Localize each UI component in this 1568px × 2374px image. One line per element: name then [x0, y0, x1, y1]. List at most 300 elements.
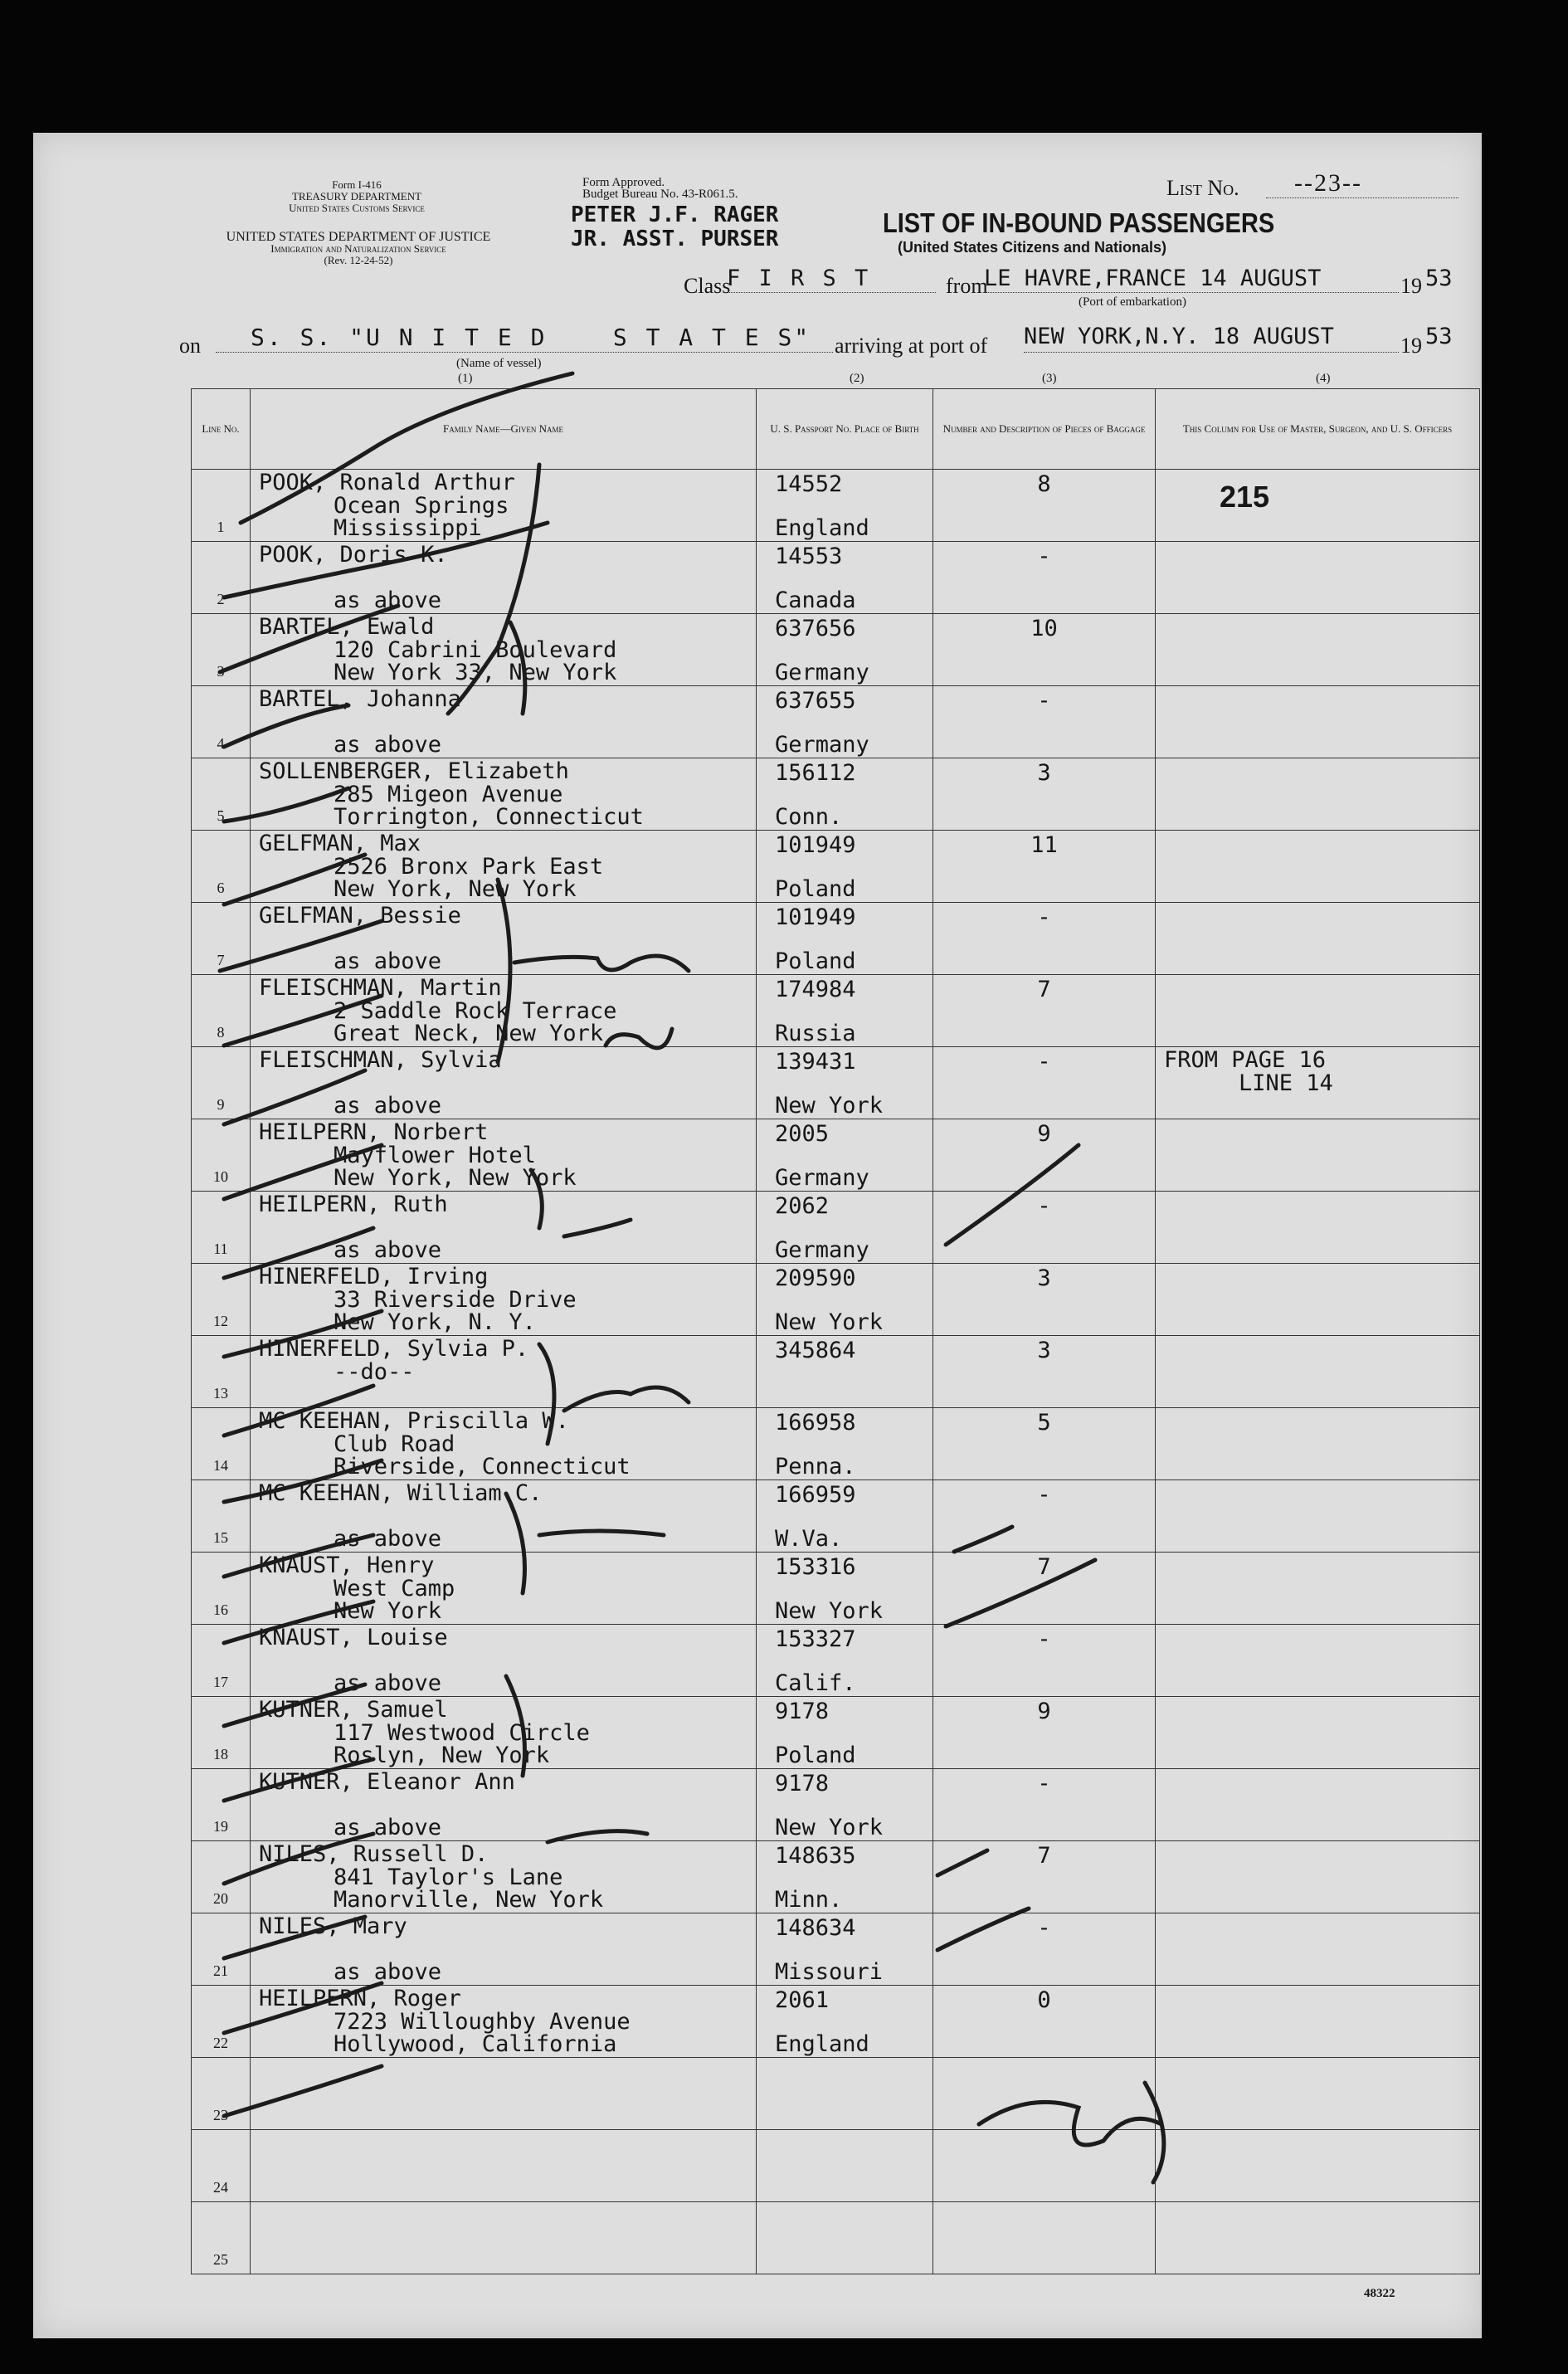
passport-number: 156112: [775, 760, 856, 786]
passport-cell: [757, 1336, 933, 1408]
col-num-1: (1): [458, 372, 473, 385]
name-cell: [251, 1625, 757, 1697]
line-number-cell: [192, 1336, 251, 1408]
baggage-cell: [933, 1769, 1156, 1841]
table-row: [192, 2202, 1480, 2274]
address-line-1: Mayflower Hotel: [334, 1143, 536, 1168]
line-number-cell: [192, 686, 251, 758]
passport-cell: [757, 1625, 933, 1697]
dept-justice-sub: Immigration and Naturalization Service: [270, 242, 446, 255]
embarkation-port: LE HAVRE,FRANCE 14 AUGUST: [984, 266, 1322, 291]
baggage-cell: [933, 1553, 1156, 1625]
line-number: 14: [213, 1457, 228, 1474]
arrival-port: NEW YORK,N.Y. 18 AUGUST: [1024, 324, 1334, 349]
passport-cell: [757, 686, 933, 758]
passport-cell: [757, 1986, 933, 2058]
port-caption: (Port of embarkation): [1079, 295, 1186, 309]
purser-title: JR. ASST. PURSER: [571, 227, 779, 251]
purser-name: PETER J.F. RAGER: [571, 202, 779, 227]
officer-cell: [1156, 1841, 1480, 1913]
baggage-cell: [933, 1986, 1156, 2058]
table-row: [192, 686, 1480, 758]
officer-cell: [1156, 1625, 1480, 1697]
table-row: [192, 1264, 1480, 1336]
name-cell: [251, 2202, 757, 2274]
baggage-count: -: [1037, 688, 1051, 714]
line-number: 19: [213, 1818, 228, 1835]
line-number: 25: [213, 2251, 228, 2268]
place-of-birth: New York: [775, 1093, 884, 1119]
passport-number: 637656: [775, 616, 856, 641]
line-number: 8: [217, 1024, 225, 1041]
officer-cell: [1156, 1913, 1480, 1986]
passport-cell: [757, 1192, 933, 1264]
baggage-cell: [933, 1408, 1156, 1480]
name-cell: [251, 903, 757, 975]
place-of-birth: Germany: [775, 1237, 869, 1263]
passport-number: 2005: [775, 1121, 830, 1147]
address-line-2: as above: [334, 1670, 442, 1696]
baggage-count: 5: [1037, 1410, 1051, 1436]
line-number: 16: [213, 1601, 228, 1618]
place-of-birth: Russia: [775, 1021, 856, 1046]
line-number: 1: [217, 519, 225, 535]
budget-bureau: Budget Bureau No. 43-R061.5.: [582, 188, 738, 201]
line-number-cell: [192, 1986, 251, 2058]
name-cell: [251, 1986, 757, 2058]
passport-cell: [757, 1047, 933, 1119]
officer-cell: [1156, 1119, 1480, 1192]
passenger-name: KUTNER, Eleanor Ann: [259, 1769, 515, 1795]
baggage-cell: [933, 1336, 1156, 1408]
passport-number: 148634: [775, 1915, 856, 1941]
baggage-cell: [933, 1047, 1156, 1119]
year-prefix: 19: [1400, 274, 1422, 298]
name-cell: [251, 831, 757, 903]
passport-number: 166959: [775, 1482, 856, 1508]
place-of-birth: Germany: [775, 660, 869, 685]
arrival-year: 53: [1425, 324, 1453, 349]
table-row: [192, 1769, 1480, 1841]
line-number: 20: [213, 1890, 228, 1907]
passenger-name: SOLLENBERGER, Elizabeth: [259, 758, 569, 784]
passport-cell: [757, 1408, 933, 1480]
form-revision: (Rev. 12-24-52): [324, 254, 393, 266]
passenger-name: MC KEEHAN, William C.: [259, 1480, 543, 1506]
address-line-2: as above: [334, 1815, 442, 1840]
table-row: [192, 1986, 1480, 2058]
officer-cell: [1156, 2202, 1480, 2274]
officer-cell: [1156, 1047, 1480, 1119]
passport-cell: [757, 1480, 933, 1553]
line-number-cell: [192, 975, 251, 1047]
passport-cell: [757, 1264, 933, 1336]
place-of-birth: W.Va.: [775, 1526, 843, 1552]
officer-cell: [1156, 2130, 1480, 2202]
baggage-count: -: [1037, 1915, 1051, 1941]
name-cell: [251, 1841, 757, 1913]
address-line-2: as above: [334, 587, 442, 613]
line-number: 7: [217, 952, 225, 968]
table-row: [192, 903, 1480, 975]
officer-cell: [1156, 1553, 1480, 1625]
passenger-name: MC KEEHAN, Priscilla W.: [259, 1408, 569, 1434]
line-number: 18: [213, 1746, 228, 1762]
line-number-cell: [192, 1769, 251, 1841]
address-line-2: as above: [334, 732, 442, 758]
passenger-name: KNAUST, Louise: [259, 1625, 448, 1650]
line-number-cell: [192, 1553, 251, 1625]
place-of-birth: Minn.: [775, 1887, 843, 1913]
address-line-2: New York: [334, 1598, 442, 1624]
officer-cell: [1156, 470, 1480, 542]
passenger-name: HEILPERN, Ruth: [259, 1192, 448, 1217]
line-number-cell: [192, 1625, 251, 1697]
dept-justice: UNITED STATES DEPARTMENT OF JUSTICE: [226, 230, 491, 244]
passenger-name: FLEISCHMAN, Sylvia: [259, 1047, 502, 1073]
passenger-name: BARTEL, Ewald: [259, 614, 435, 640]
line-number: 3: [217, 663, 225, 680]
place-of-birth: Calif.: [775, 1670, 856, 1696]
address-line-1: --do--: [334, 1359, 415, 1385]
passenger-name: NILES, Mary: [259, 1913, 407, 1939]
line-number-cell: [192, 2202, 251, 2274]
line-number-cell: [192, 1264, 251, 1336]
line-number: 11: [213, 1241, 228, 1257]
place-of-birth: Germany: [775, 1165, 869, 1191]
address-line-1: 2 Saddle Rock Terrace: [334, 998, 617, 1024]
col-num-2: (2): [850, 372, 864, 385]
table-row: [192, 1697, 1480, 1769]
passport-cell: [757, 975, 933, 1047]
baggage-cell: [933, 1264, 1156, 1336]
baggage-count: -: [1037, 1049, 1051, 1075]
from-label: from: [946, 274, 988, 298]
place-of-birth: Germany: [775, 732, 869, 758]
header-officers: This Column for Use of Master, Surgeon, and U. S. Officers: [1156, 389, 1480, 470]
vessel-name: S. S. "U N I T E D S T A T E S": [251, 324, 811, 351]
passport-cell: [757, 1119, 933, 1192]
baggage-count: -: [1037, 1771, 1051, 1796]
passenger-name: HINERFELD, Irving: [259, 1264, 489, 1289]
manifest-page: [33, 133, 1482, 2338]
line-number-cell: [192, 1480, 251, 1553]
passport-number: 166958: [775, 1410, 856, 1436]
officer-cell: [1156, 1264, 1480, 1336]
address-line-1: Ocean Springs: [334, 493, 509, 519]
place-of-birth: New York: [775, 1309, 884, 1335]
name-cell: [251, 1480, 757, 1553]
table-row: [192, 470, 1480, 542]
officer-cell: [1156, 975, 1480, 1047]
passport-cell: [757, 2202, 933, 2274]
passport-number: 14552: [775, 471, 843, 497]
address-line-2: Roslyn, New York: [334, 1743, 550, 1768]
line-number: 21: [213, 1962, 228, 1979]
table-row: [192, 1336, 1480, 1408]
line-number-cell: [192, 903, 251, 975]
table-row: [192, 542, 1480, 614]
officer-cell: [1156, 614, 1480, 686]
depart-year: 53: [1425, 266, 1453, 291]
passenger-name: POOK, Ronald Arthur: [259, 470, 515, 495]
passenger-name: KUTNER, Samuel: [259, 1697, 448, 1723]
baggage-count: 3: [1037, 1265, 1051, 1291]
list-no-value: --23--: [1294, 169, 1362, 197]
line-number: 22: [213, 2035, 228, 2051]
baggage-count: 11: [1030, 832, 1058, 858]
place-of-birth: New York: [775, 1598, 884, 1624]
line-number-cell: [192, 1408, 251, 1480]
baggage-cell: [933, 831, 1156, 903]
line-number: 23: [213, 2107, 228, 2123]
passport-number: 139431: [775, 1049, 856, 1075]
baggage-count: 3: [1037, 760, 1051, 786]
name-cell: [251, 1408, 757, 1480]
passport-number: 637655: [775, 688, 856, 714]
table-row: [192, 1625, 1480, 1697]
passport-number: 153316: [775, 1554, 856, 1580]
line-number: 4: [217, 735, 225, 752]
passport-cell: [757, 758, 933, 831]
place-of-birth: England: [775, 515, 869, 541]
line-number-cell: [192, 1697, 251, 1769]
name-cell: [251, 975, 757, 1047]
passenger-name: BARTEL, Johanna: [259, 686, 461, 712]
address-line-1: 841 Taylor's Lane: [334, 1865, 563, 1890]
address-line-1: 2526 Bronx Park East: [334, 854, 604, 880]
officer-count: 215: [1220, 480, 1270, 514]
baggage-cell: [933, 758, 1156, 831]
name-cell: [251, 470, 757, 542]
passenger-table: [191, 388, 1480, 2274]
table-row: [192, 2130, 1480, 2202]
passenger-name: HEILPERN, Roger: [259, 1986, 461, 2011]
baggage-cell: [933, 1119, 1156, 1192]
baggage-count: 9: [1037, 1699, 1051, 1724]
baggage-cell: [933, 2058, 1156, 2130]
passport-cell: [757, 1913, 933, 1986]
officer-cell: [1156, 831, 1480, 903]
arriving-label: arriving at port of: [835, 334, 988, 358]
line-number-cell: [192, 2058, 251, 2130]
address-line-1: 7223 Willoughby Avenue: [334, 2009, 631, 2035]
line-number: 24: [213, 2179, 228, 2196]
address-line-2: as above: [334, 1237, 442, 1263]
line-number: 12: [213, 1313, 228, 1329]
line-number-cell: [192, 470, 251, 542]
baggage-count: -: [1037, 904, 1051, 930]
address-line-2: New York, New York: [334, 1165, 577, 1191]
baggage-count: 3: [1037, 1338, 1051, 1363]
name-cell: [251, 2058, 757, 2130]
passenger-name: KNAUST, Henry: [259, 1553, 435, 1578]
address-line-2: Torrington, Connecticut: [334, 804, 644, 830]
officer-cell: [1156, 1480, 1480, 1553]
address-line-1: 120 Cabrini Boulevard: [334, 637, 617, 663]
passport-cell: [757, 542, 933, 614]
address-line-2: Riverside, Connecticut: [334, 1454, 631, 1479]
line-number-cell: [192, 1192, 251, 1264]
baggage-cell: [933, 686, 1156, 758]
baggage-cell: [933, 470, 1156, 542]
baggage-cell: [933, 1192, 1156, 1264]
name-cell: [251, 1769, 757, 1841]
address-line-2: Manorville, New York: [334, 1887, 604, 1913]
address-line-2: Mississippi: [334, 515, 482, 541]
line-number: 2: [217, 591, 225, 607]
baggage-cell: [933, 1697, 1156, 1769]
line-number-cell: [192, 758, 251, 831]
class-label: Class: [684, 274, 731, 298]
baggage-cell: [933, 2130, 1156, 2202]
place-of-birth: Conn.: [775, 804, 843, 830]
officer-cell: [1156, 1408, 1480, 1480]
address-line-1: 33 Riverside Drive: [334, 1287, 577, 1313]
baggage-count: 7: [1037, 1843, 1051, 1869]
line-number-cell: [192, 2130, 251, 2202]
form-title: LIST OF IN-BOUND PASSENGERS: [883, 207, 1275, 238]
dept-treasury-sub: United States Customs Service: [289, 202, 425, 214]
baggage-cell: [933, 542, 1156, 614]
table-header-row: [192, 389, 1480, 470]
baggage-cell: [933, 1480, 1156, 1553]
address-line-2: New York 33, New York: [334, 660, 617, 685]
baggage-count: -: [1037, 1482, 1051, 1508]
officer-cell: [1156, 1192, 1480, 1264]
passport-cell: [757, 831, 933, 903]
baggage-count: -: [1037, 1193, 1051, 1219]
passport-number: 153327: [775, 1626, 856, 1652]
passport-number: 2061: [775, 1987, 830, 2013]
col-num-4: (4): [1316, 372, 1331, 385]
line-number: 9: [217, 1096, 225, 1113]
table-row: [192, 1913, 1480, 1986]
officer-cell: [1156, 1986, 1480, 2058]
class-value: F I R S T: [727, 266, 871, 291]
name-cell: [251, 2130, 757, 2202]
passport-number: 101949: [775, 904, 856, 930]
col-num-3: (3): [1042, 372, 1057, 385]
name-cell: [251, 1264, 757, 1336]
officer-cell: [1156, 758, 1480, 831]
form-approved: Form Approved.: [582, 176, 665, 189]
baggage-count: 7: [1037, 977, 1051, 1002]
name-cell: [251, 1119, 757, 1192]
passport-cell: [757, 2130, 933, 2202]
table-row: [192, 1119, 1480, 1192]
line-number-cell: [192, 1913, 251, 1986]
officer-cell: [1156, 2058, 1480, 2130]
address-line-1: 117 Westwood Circle: [334, 1720, 590, 1746]
name-cell: [251, 1697, 757, 1769]
place-of-birth: Missouri: [775, 1959, 884, 1985]
baggage-count: 10: [1030, 616, 1058, 641]
passport-cell: [757, 1553, 933, 1625]
from-line-note: LINE 14: [1239, 1070, 1333, 1096]
officer-cell: [1156, 686, 1480, 758]
table-row: [192, 1841, 1480, 1913]
form-number: Form I-416: [332, 178, 382, 191]
officer-cell: [1156, 1769, 1480, 1841]
passport-number: 148635: [775, 1843, 856, 1869]
header-baggage: Number and Description of Pieces of Baggage: [933, 389, 1156, 470]
baggage-count: 0: [1037, 1987, 1051, 2013]
name-cell: [251, 542, 757, 614]
header-line-no: Line No.: [192, 389, 251, 470]
line-number-cell: [192, 1841, 251, 1913]
passenger-name: POOK, Doris K.: [259, 542, 448, 568]
footer-code: 48322: [1364, 2287, 1395, 2300]
table-row: [192, 614, 1480, 686]
header-passport: U. S. Passport No. Place of Birth: [757, 389, 933, 470]
passenger-name: GELFMAN, Max: [259, 831, 421, 856]
passport-cell: [757, 903, 933, 975]
officer-cell: [1156, 1336, 1480, 1408]
name-cell: [251, 1913, 757, 1986]
line-number: 6: [217, 880, 225, 896]
line-number: 5: [217, 807, 225, 824]
passenger-name: GELFMAN, Bessie: [259, 903, 461, 929]
baggage-cell: [933, 2202, 1156, 2274]
table-row: [192, 1408, 1480, 1480]
baggage-count: 9: [1037, 1121, 1051, 1147]
passport-number: 209590: [775, 1265, 856, 1291]
address-line-2: Hollywood, California: [334, 2031, 617, 2057]
from-page-note: FROM PAGE 16: [1164, 1047, 1327, 1073]
table-row: [192, 2058, 1480, 2130]
line-number-cell: [192, 1047, 251, 1119]
place-of-birth: New York: [775, 1815, 884, 1840]
place-of-birth: Poland: [775, 876, 856, 902]
form-subtitle: (United States Citizens and Nationals): [898, 239, 1167, 256]
table-row: [192, 975, 1480, 1047]
address-line-2: as above: [334, 948, 442, 974]
officer-cell: [1156, 903, 1480, 975]
table-row: [192, 1192, 1480, 1264]
name-cell: [251, 758, 757, 831]
header-name: Family Name—Given Name: [251, 389, 757, 470]
table-row: [192, 1553, 1480, 1625]
passenger-name: NILES, Russell D.: [259, 1841, 489, 1867]
passport-number: 2062: [775, 1193, 830, 1219]
baggage-cell: [933, 1841, 1156, 1913]
place-of-birth: Penna.: [775, 1454, 856, 1479]
table-row: [192, 1480, 1480, 1553]
place-of-birth: Canada: [775, 587, 856, 613]
table-row: [192, 1047, 1480, 1119]
place-of-birth: Poland: [775, 1743, 856, 1768]
baggage-cell: [933, 975, 1156, 1047]
passport-number: 9178: [775, 1771, 830, 1796]
baggage-cell: [933, 1625, 1156, 1697]
dept-treasury: TREASURY DEPARTMENT: [291, 190, 422, 202]
name-cell: [251, 1336, 757, 1408]
address-line-1: 285 Migeon Avenue: [334, 782, 563, 807]
baggage-count: -: [1037, 544, 1051, 569]
name-cell: [251, 1192, 757, 1264]
name-cell: [251, 1553, 757, 1625]
table-row: [192, 758, 1480, 831]
passport-number: 345864: [775, 1338, 856, 1363]
name-cell: [251, 1047, 757, 1119]
officer-cell: [1156, 1697, 1480, 1769]
line-number-cell: [192, 1119, 251, 1192]
list-no-label: List No.: [1166, 176, 1239, 200]
address-line-1: Club Road: [334, 1431, 455, 1457]
on-label: on: [179, 334, 201, 358]
passport-cell: [757, 2058, 933, 2130]
